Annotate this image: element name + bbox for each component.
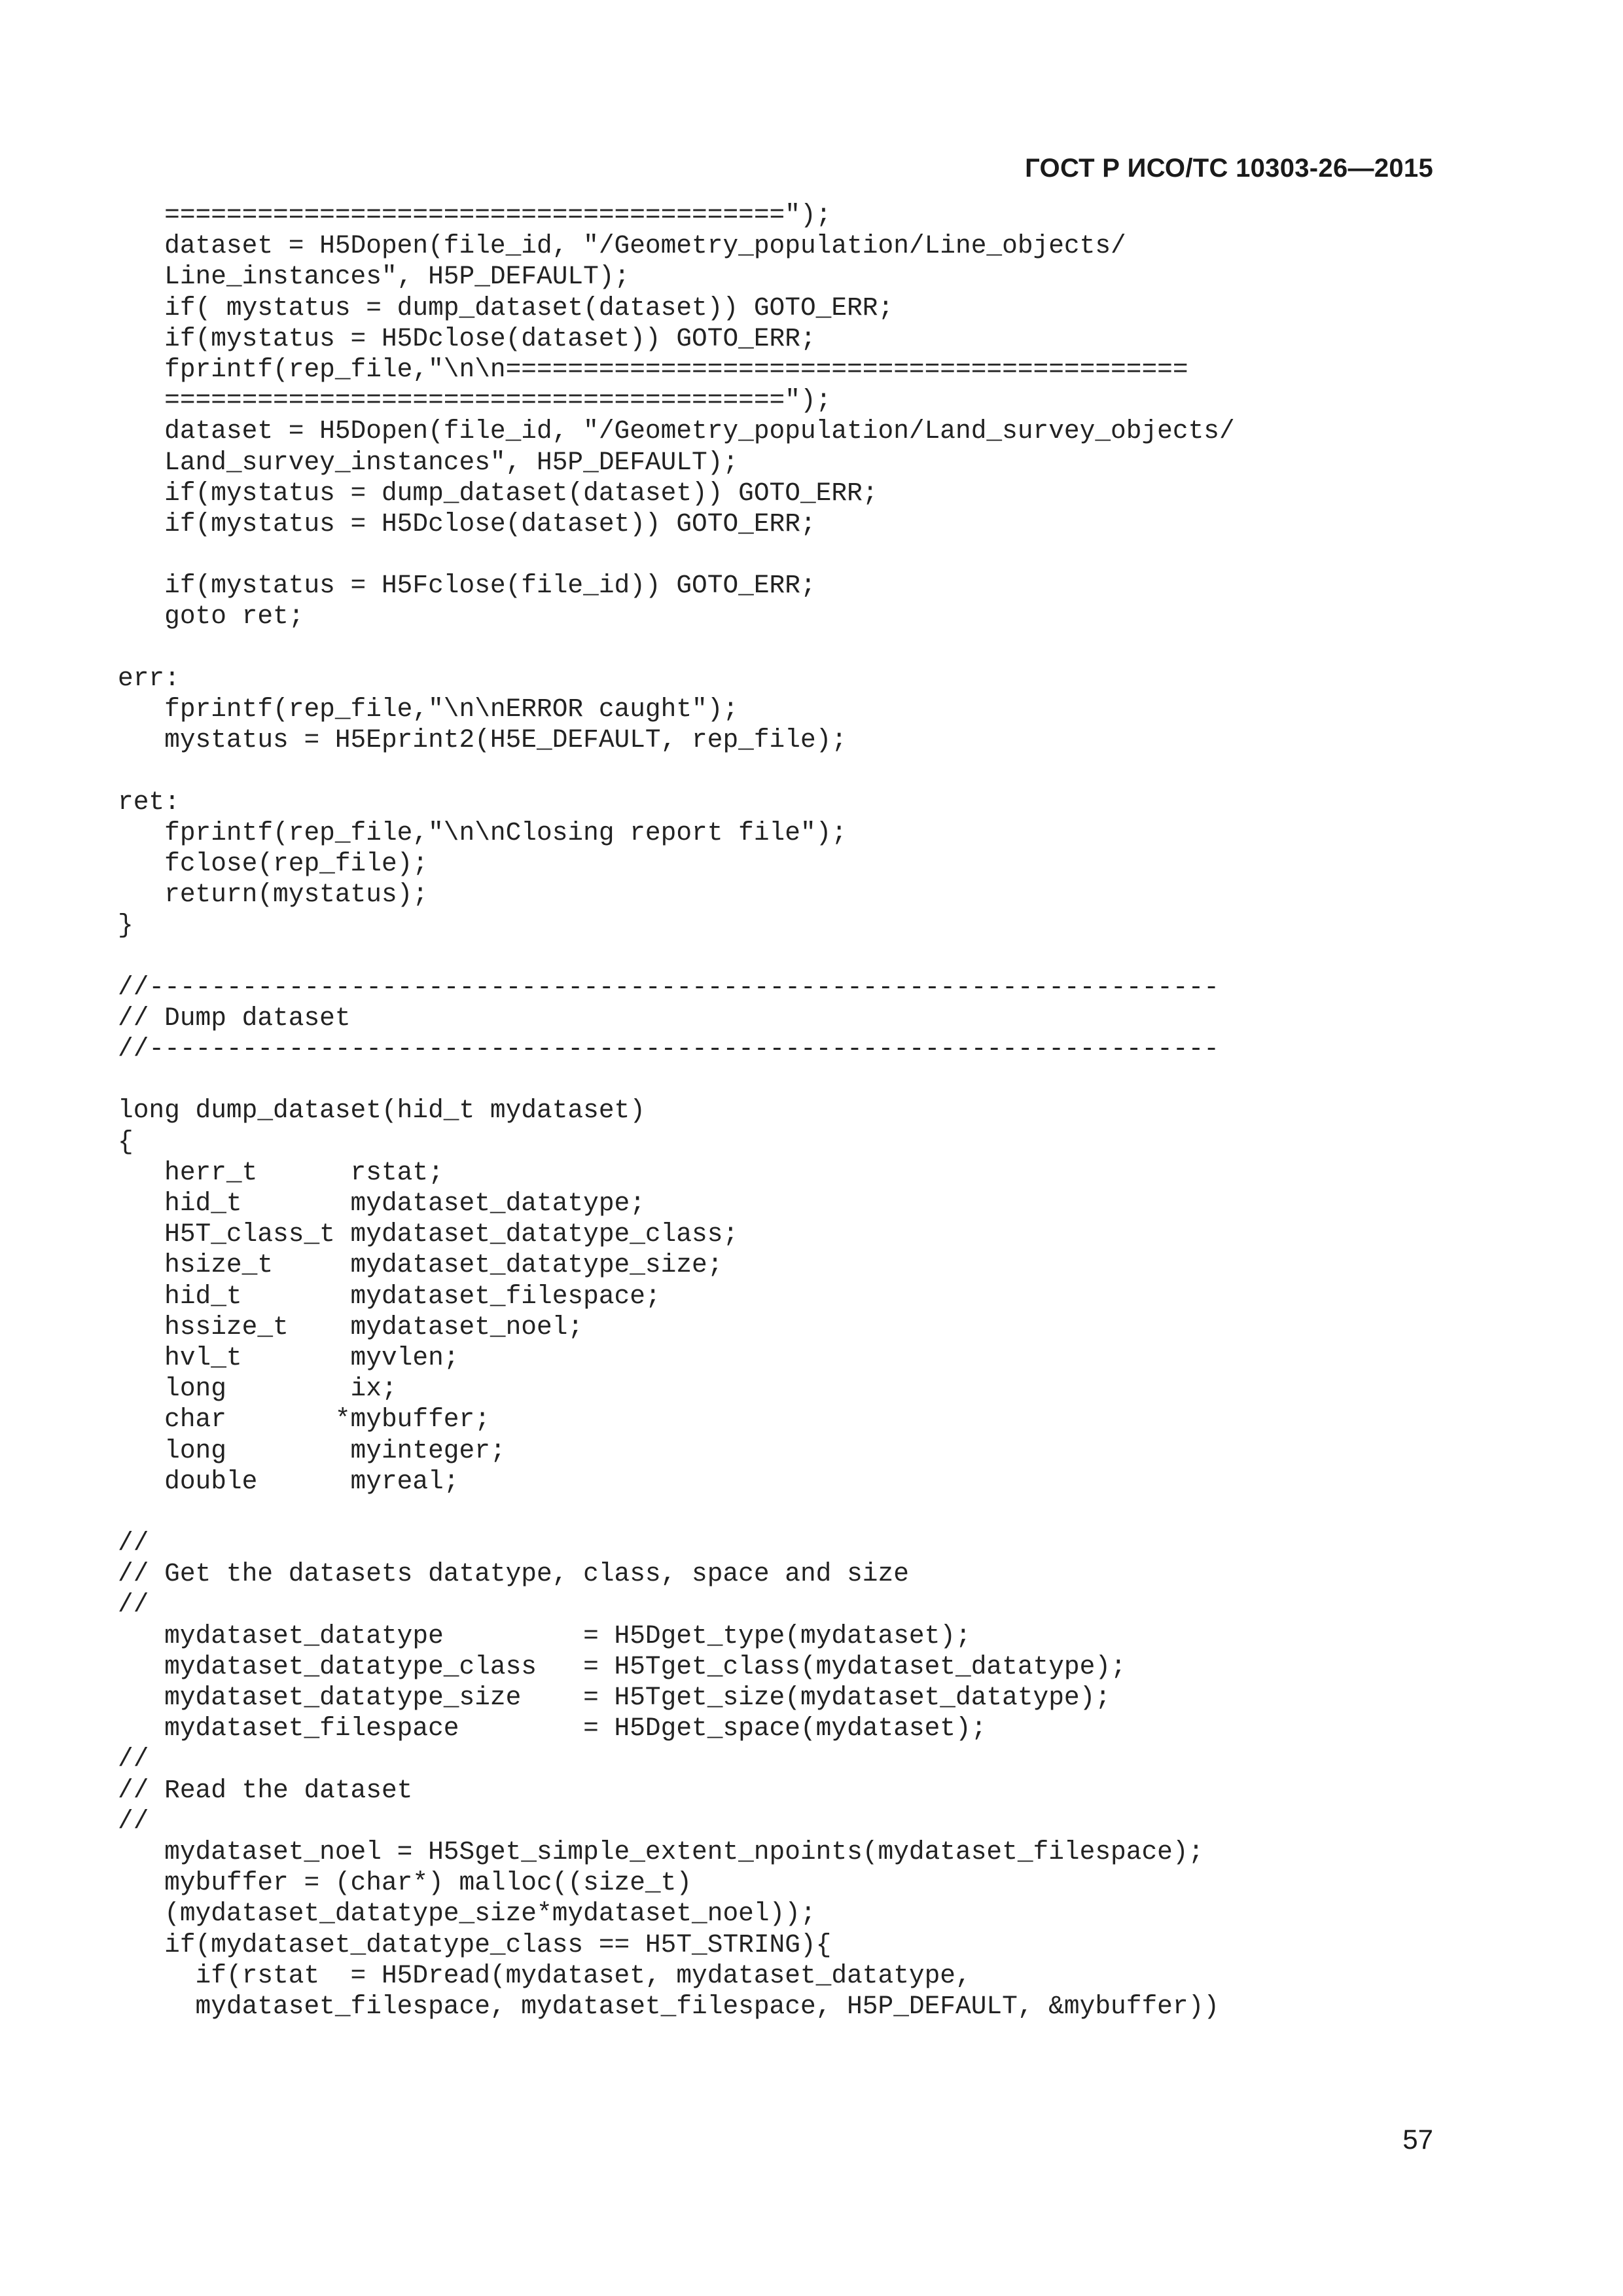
- code-line: return(mystatus);: [118, 880, 429, 910]
- code-line: //: [118, 1806, 149, 1836]
- code-line: mydataset_noel = H5Sget_simple_extent_npoints(mydataset_filespace);: [118, 1837, 1204, 1867]
- code-line: [118, 755, 1235, 786]
- code-line: ========================================");: [118, 386, 832, 416]
- code-line: [118, 1497, 1235, 1528]
- code-line: //: [118, 1590, 149, 1620]
- code-line: fprintf(rep_file,"\n\nERROR caught");: [118, 694, 739, 724]
- code-line: mydataset_datatype = H5Dget_type(mydataset);: [118, 1621, 971, 1651]
- code-line: mydataset_datatype_class = H5Tget_class(mydataset_datatype);: [118, 1651, 1126, 1681]
- code-line: mydataset_datatype_size = H5Tget_size(mydataset_datatype);: [118, 1683, 1111, 1712]
- page-number: 57: [1402, 2124, 1433, 2155]
- code-line: ret:: [118, 787, 180, 817]
- code-line: // Get the datasets datatype, class, space and size: [118, 1559, 909, 1589]
- code-line: ========================================");: [118, 200, 832, 230]
- code-line: //: [118, 1528, 149, 1558]
- code-line: if(mystatus = dump_dataset(dataset)) GOTO_ERR;: [118, 478, 878, 508]
- code-line: double myreal;: [118, 1466, 459, 1496]
- code-line: Line_instances", H5P_DEFAULT);: [118, 262, 630, 292]
- code-line: if(rstat = H5Dread(mydataset, mydataset_datatype,: [118, 1960, 971, 1990]
- code-line: {: [118, 1126, 134, 1157]
- code-line: if(mystatus = H5Dclose(dataset)) GOTO_ERR;: [118, 323, 816, 353]
- code-line: if(mystatus = H5Dclose(dataset)) GOTO_ERR;: [118, 509, 816, 539]
- code-line: err:: [118, 663, 180, 693]
- code-listing: [118, 200, 1235, 2022]
- code-line: goto ret;: [118, 601, 304, 632]
- code-line: hvl_t myvlen;: [118, 1342, 459, 1372]
- code-line: //---------------------------------------------------------------------: [118, 972, 1219, 1002]
- code-line: if(mystatus = H5Fclose(file_id)) GOTO_ERR;: [118, 571, 816, 601]
- code-line: hsize_t mydataset_datatype_size;: [118, 1250, 723, 1280]
- code-line: long dump_dataset(hid_t mydataset): [118, 1096, 645, 1126]
- code-line: [118, 1064, 1235, 1095]
- code-line: dataset = H5Dopen(file_id, "/Geometry_population/Land_survey_objects/: [118, 416, 1235, 446]
- code-line: //---------------------------------------------------------------------: [118, 1034, 1219, 1064]
- code-line: if( mystatus = dump_dataset(dataset)) GOTO_ERR;: [118, 293, 894, 323]
- code-line: //: [118, 1744, 149, 1774]
- code-line: [118, 539, 1235, 570]
- code-line: mydataset_filespace = H5Dget_space(mydataset);: [118, 1713, 987, 1744]
- code-line: mybuffer = (char*) malloc((size_t): [118, 1868, 692, 1898]
- code-line: dataset = H5Dopen(file_id, "/Geometry_population/Line_objects/: [118, 231, 1126, 261]
- code-line: mydataset_filespace, mydataset_filespace, H5P_DEFAULT, &mybuffer)): [118, 1991, 1219, 2021]
- code-line: herr_t rstat;: [118, 1157, 444, 1187]
- code-line: }: [118, 910, 134, 941]
- code-line: long myinteger;: [118, 1435, 506, 1465]
- code-line: hssize_t mydataset_noel;: [118, 1312, 584, 1342]
- code-line: hid_t mydataset_datatype;: [118, 1189, 645, 1218]
- code-line: char *mybuffer;: [118, 1405, 490, 1435]
- code-line: [118, 632, 1235, 663]
- code-line: fprintf(rep_file,"\n\n============================================: [118, 354, 1188, 384]
- code-line: long ix;: [118, 1374, 397, 1404]
- standard-header: ГОСТ Р ИСО/ТС 10303-26—2015: [1025, 154, 1433, 183]
- code-line: // Read the dataset: [118, 1775, 413, 1805]
- code-line: [118, 941, 1235, 972]
- code-line: mystatus = H5Eprint2(H5E_DEFAULT, rep_file);: [118, 725, 847, 755]
- code-line: H5T_class_t mydataset_datatype_class;: [118, 1219, 739, 1249]
- code-line: hid_t mydataset_filespace;: [118, 1281, 661, 1311]
- code-line: (mydataset_datatype_size*mydataset_noel));: [118, 1899, 816, 1929]
- code-line: fprintf(rep_file,"\n\nClosing report file");: [118, 817, 847, 848]
- code-line: fclose(rep_file);: [118, 848, 429, 878]
- code-line: // Dump dataset: [118, 1003, 351, 1033]
- code-line: Land_survey_instances", H5P_DEFAULT);: [118, 447, 739, 477]
- code-line: if(mydataset_datatype_class == H5T_STRING){: [118, 1929, 832, 1960]
